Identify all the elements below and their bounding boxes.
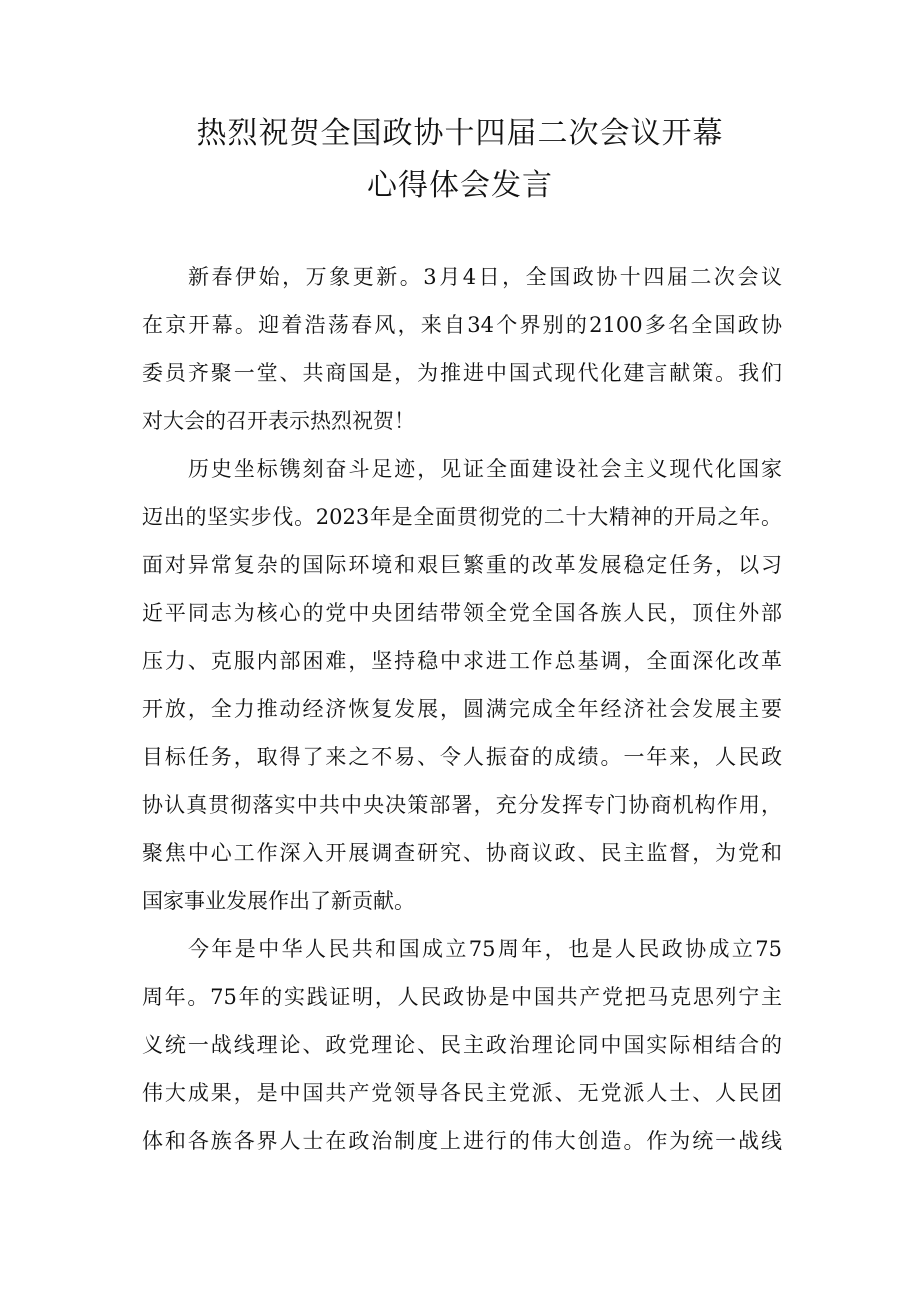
- paragraph-2-line-2: 迈出的坚实步伐。2023年是全面贯彻党的二十大精神的开局之年。: [142, 505, 782, 529]
- paragraph-3-line-5: 体和各族各界人士在政治制度上进行的伟大创造。作为统一战线: [142, 1129, 782, 1153]
- paragraph-3-line-3: 义统一战线理论、政党理论、民主政治理论同中国实际相结合的: [142, 1033, 782, 1057]
- paragraph-1-line-4: 对大会的召开表示热烈祝贺！: [142, 409, 415, 433]
- paragraph-2-line-7: 目标任务，取得了来之不易、令人振奋的成绩。一年来，人民政: [142, 745, 782, 769]
- paragraph-2-line-10: 国家事业发展作出了新贡献。: [142, 889, 415, 913]
- paragraph-1-line-2: 在京开幕。迎着浩荡春风，来自34个界别的2100多名全国政协: [142, 313, 782, 337]
- paragraph-2-line-9: 聚焦中心工作深入开展调查研究、协商议政、民主监督，为党和: [142, 841, 782, 865]
- paragraph-2-line-1: 历史坐标镌刻奋斗足迹，见证全面建设社会主义现代化国家: [188, 457, 782, 481]
- paragraph-2-line-5: 压力、克服内部困难，坚持稳中求进工作总基调，全面深化改革: [142, 649, 782, 673]
- paragraph-2-line-4: 近平同志为核心的党中央团结带领全党全国各族人民，顶住外部: [142, 601, 782, 625]
- paragraph-3-line-4: 伟大成果，是中国共产党领导各民主党派、无党派人士、人民团: [142, 1081, 782, 1105]
- paragraph-3-line-2: 周年。75年的实践证明，人民政协是中国共产党把马克思列宁主: [142, 985, 782, 1009]
- paragraph-2-line-6: 开放，全力推动经济恢复发展，圆满完成全年经济社会发展主要: [142, 697, 782, 721]
- paragraph-3-line-1: 今年是中华人民共和国成立75周年，也是人民政协成立75: [188, 937, 782, 961]
- paragraph-2-line-8: 协认真贯彻落实中共中央决策部署，充分发挥专门协商机构作用，: [142, 793, 782, 817]
- paragraph-2-line-3: 面对异常复杂的国际环境和艰巨繁重的改革发展稳定任务，以习: [142, 553, 782, 577]
- paragraph-1-line-3: 委员齐聚一堂、共商国是，为推进中国式现代化建言献策。我们: [142, 361, 782, 385]
- document-title-line-1: 热烈祝贺全国政协十四届二次会议开幕: [196, 116, 724, 151]
- paragraph-1-line-1: 新春伊始，万象更新。3月4日，全国政协十四届二次会议: [188, 265, 782, 289]
- document-title-line-2: 心得体会发言: [367, 168, 553, 203]
